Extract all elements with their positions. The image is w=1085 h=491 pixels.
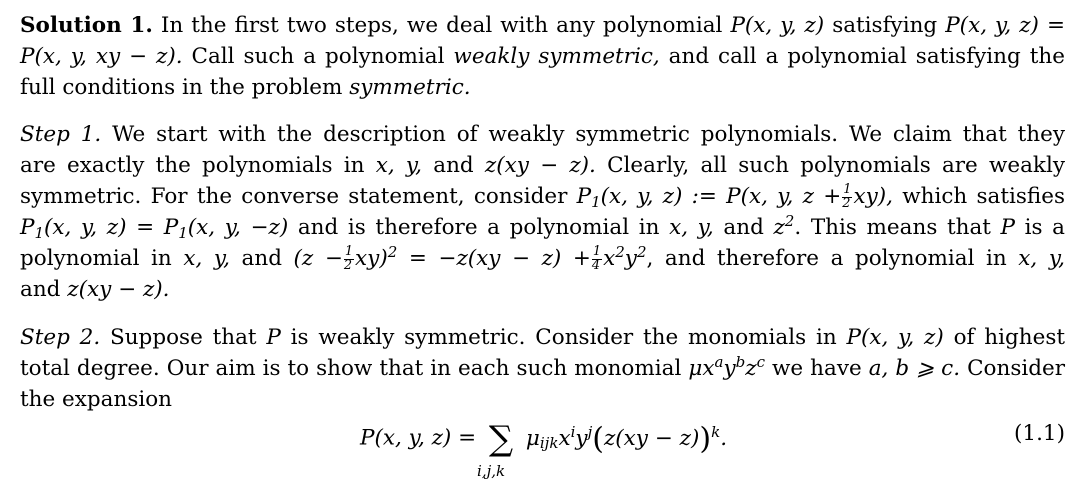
text-span: and [723, 215, 764, 240]
text-span: are exactly the polynomials in [20, 153, 365, 178]
fraction [591, 243, 602, 273]
superscript: 2 [387, 243, 398, 262]
display-equation [20, 413, 1065, 480]
math-symbol: xy), [853, 184, 893, 209]
paragraph-intro [20, 10, 1065, 103]
coefficient: μ [525, 425, 540, 451]
math-span: x, y, [669, 215, 714, 240]
text-line [20, 150, 1065, 181]
fraction-denominator: 4 [591, 257, 601, 273]
math-symbol: (x, y, z) = P [44, 215, 179, 240]
superscript: 2 [615, 243, 625, 262]
text-span: and call a polynomial satisfying the [668, 44, 1065, 69]
summation-index: i,j,k [477, 461, 506, 480]
paragraph-step-2 [20, 322, 1065, 415]
math-symbol: = −z(xy − z) + [408, 246, 591, 271]
text-span: and [433, 153, 474, 178]
text-line [20, 181, 1065, 212]
text-span: which satisfies [902, 184, 1065, 209]
text-span: polynomial in [20, 246, 172, 271]
solution-heading: Solution 1. [20, 13, 153, 38]
step-label: Step 1. [20, 122, 102, 147]
fraction-denominator: 2 [343, 257, 353, 273]
math-symbol: z [773, 215, 785, 240]
math-span: x, y, [375, 153, 423, 178]
text-span: of highest [953, 325, 1065, 350]
fraction-numerator: 1 [592, 243, 602, 259]
math-symbol: x [603, 246, 616, 271]
math-symbol: y [624, 246, 637, 271]
math-span: a, b ⩾ c. [868, 356, 961, 381]
text-span: full conditions in the problem [20, 75, 343, 100]
text-span: is a [1024, 215, 1065, 240]
paragraph-step-1 [20, 119, 1065, 305]
math-symbol: xy) [355, 246, 388, 271]
text-line [20, 384, 1065, 415]
text-line [20, 10, 1065, 41]
text-span: and is therefore a polynomial in [297, 215, 660, 240]
step-label: Step 2. [20, 325, 101, 350]
subscript: 1 [34, 223, 45, 242]
superscript: k [711, 422, 721, 441]
text-span: We start with the description of weakly symmetric polynomials. We claim that they [112, 122, 1065, 147]
text-line [20, 353, 1065, 384]
fraction-denominator: 2 [842, 195, 851, 211]
text-span: . This means that [794, 215, 991, 240]
text-span: Suppose that [109, 325, 257, 350]
math-symbol: μx [688, 356, 715, 381]
text-span: the expansion [20, 387, 173, 412]
superscript: i [570, 422, 576, 441]
superscript: 2 [784, 212, 795, 231]
text-span: Clearly, all such polynomials are weakly [607, 153, 1065, 178]
superscript: 2 [636, 243, 647, 262]
subscript: ijk [539, 434, 559, 453]
math-symbol: P [576, 184, 592, 209]
text-line [20, 119, 1065, 150]
math-symbol: x [558, 425, 571, 451]
math-symbol: (x, y, −z) [187, 215, 289, 240]
subscript: 1 [178, 223, 188, 242]
math-span: x, y, [183, 246, 230, 271]
math-span: P [1000, 215, 1016, 240]
superscript: c [756, 353, 766, 372]
math-symbol: (x, y, z) := P(x, y, z + [600, 184, 842, 209]
text-line [20, 243, 1065, 274]
math-symbol: z [745, 356, 757, 381]
superscript: j [587, 422, 593, 441]
math-span: P(x, y, z) [846, 325, 944, 350]
math-span: P(x, y, z) [730, 13, 825, 38]
text-line [20, 322, 1065, 353]
summation [477, 418, 519, 480]
math-symbol: . [720, 425, 728, 451]
math-symbol: y [723, 356, 736, 381]
text-span: satisfying [832, 13, 938, 38]
math-symbol: (z − [293, 246, 343, 271]
text-span: we have [772, 356, 862, 381]
math-span: x, y, [1018, 246, 1065, 271]
subscript: 1 [591, 192, 601, 211]
text-span: and [241, 246, 282, 271]
text-line [20, 212, 1065, 243]
math-span [773, 212, 795, 240]
math-span: z(xy − z). [67, 277, 170, 302]
equation-term [525, 421, 728, 456]
text-line [20, 41, 1065, 72]
close-paren: ) [699, 421, 712, 456]
emphasis-term: symmetric. [349, 75, 471, 100]
equation-body [360, 418, 728, 480]
math-span [20, 215, 288, 240]
fraction [842, 181, 852, 211]
text-span: is weakly symmetric. Consider the monomials in [290, 325, 837, 350]
text-span: symmetric. For the converse statement, consider [20, 184, 568, 209]
math-span: z(xy − z). [484, 153, 596, 178]
math-symbol: z(xy − z) [603, 425, 700, 451]
emphasis-term: weakly symmetric, [453, 44, 660, 69]
fraction-numerator: 1 [843, 181, 852, 197]
math-span: P(x, y, xy − z). [20, 44, 183, 69]
equation-lhs: P(x, y, z) = [360, 425, 477, 451]
text-span: , and therefore a polynomial in [646, 246, 1007, 271]
text-line [20, 72, 1065, 103]
text-span: Call such a polynomial [191, 44, 445, 69]
sigma-symbol: ∑ [488, 418, 514, 459]
fraction-numerator: 1 [344, 243, 354, 259]
equation-number: (1.1) [1014, 421, 1065, 446]
math-span [293, 243, 647, 273]
math-span [576, 181, 893, 211]
text-line [20, 274, 1065, 305]
math-span: P [266, 325, 281, 350]
math-symbol: P [20, 215, 35, 240]
math-symbol: y [575, 425, 588, 451]
open-paren: ( [592, 421, 604, 456]
text-span: Consider [967, 356, 1065, 381]
math-span: P(x, y, z) = [945, 13, 1065, 38]
fraction [343, 243, 354, 273]
text-span: total degree. Our aim is to show that in each such monomial [20, 356, 682, 381]
superscript: a [714, 353, 724, 372]
text-span: In the first two steps, we deal with any polynomial [160, 13, 723, 38]
superscript: b [735, 353, 746, 372]
math-span [688, 353, 766, 381]
text-span: and [20, 277, 61, 302]
